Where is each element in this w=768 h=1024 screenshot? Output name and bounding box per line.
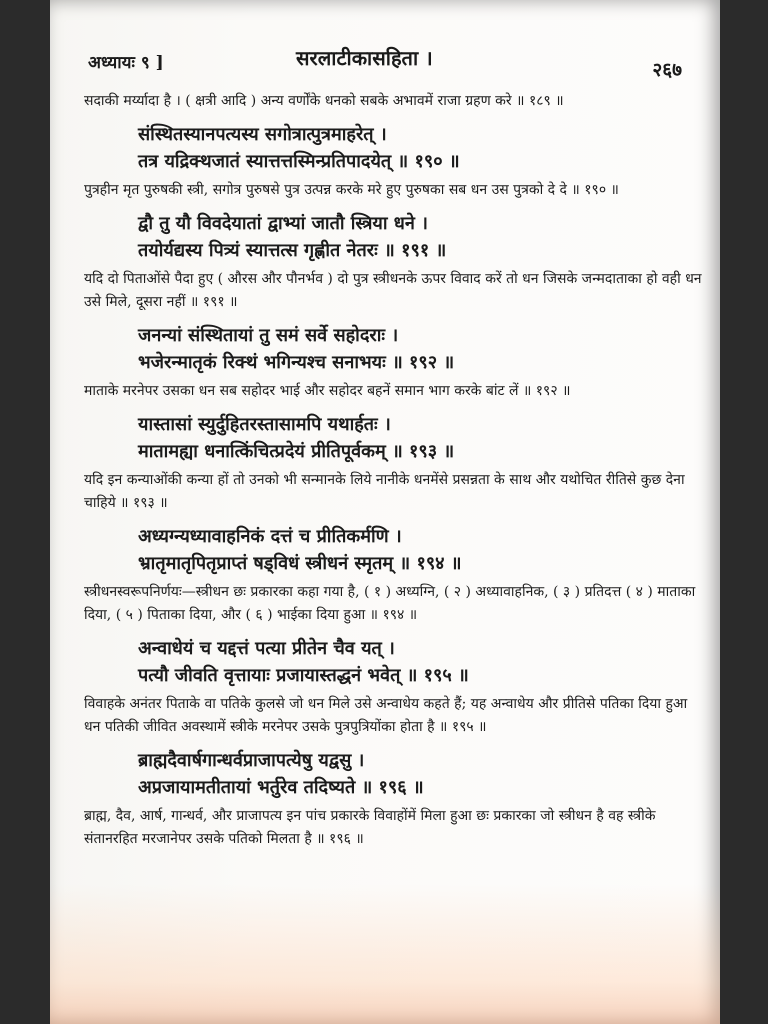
sanskrit-verse bbox=[138, 210, 704, 264]
commentary-paragraph: ब्राह्म, दैव, आर्ष, गान्धर्व, और प्राजापत्य इन पांच प्रकारके विवाहोंमें मिला हुआ छः प्रकारका जो स्त्रीधन है वह स्त्रीके संतानरहित मरजानेपर उसके पतिको मिलता है ॥ १९६ ॥ bbox=[84, 808, 656, 847]
verse-line: ब्राह्मदैवार्षगान्धर्वप्राजापत्येषु यद्वसु । bbox=[138, 750, 365, 771]
verse-line: द्वौ तु यौ विवदेयातां द्वाभ्यां जातौ स्त्रिया धने । bbox=[138, 213, 428, 234]
sanskrit-verse bbox=[138, 747, 704, 801]
page-body bbox=[84, 90, 704, 859]
verse-line: अप्रजायामतीतायां भर्तुरेव तदिष्यते ॥ १९६ ॥ bbox=[138, 777, 424, 798]
verse-line: भजेरन्मातृकं रिक्थं भगिन्यश्च सनाभयः ॥ १९२ ॥ bbox=[138, 352, 455, 373]
verse-line: यास्तासां स्युर्दुहितरस्तासामपि यथार्हतः । bbox=[138, 414, 391, 435]
book-page bbox=[50, 0, 720, 1024]
chapter-label: अध्यायः ९ ] bbox=[88, 53, 164, 73]
sanskrit-verse bbox=[138, 121, 704, 175]
sanskrit-verse bbox=[138, 411, 704, 465]
commentary-paragraph: विवाहके अनंतर पिताके वा पतिके कुलसे जो धन मिले उसे अन्वाधेय कहते हैं; यह अन्वाधेय और प्रीतिसे पतिका दिया हुआ धन पतिकी जीवित अवस्थामें स्त्रीके मरनेपर उसके पुत्रपुत्रियोंका होता है ॥ १९५ ॥ bbox=[84, 696, 688, 735]
sanskrit-verse bbox=[138, 322, 704, 376]
verse-line: पत्यौ जीवति वृत्तायाः प्रजायास्तद्धनं भवेत् ॥ १९५ ॥ bbox=[138, 665, 469, 686]
commentary-paragraph: यदि दो पिताओंसे पैदा हुए ( औरस और पौनर्भव ) दो पुत्र स्त्रीधनके ऊपर विवाद करें तो धन जिसके जन्मदाताका हो वही धन उसे मिले, दूसरा नहीं ॥ १९१ ॥ bbox=[84, 271, 702, 310]
verse-line: अध्यग्न्यध्यावाहनिकं दत्तं च प्रीतिकर्मणि । bbox=[138, 526, 402, 547]
commentary-paragraph: पुत्रहीन मृत पुरुषकी स्त्री, सगोत्र पुरुषसे पुत्र उत्पन्न करके मरे हुए पुरुषका सब धन उस पुत्रको दे दे ॥ १९० ॥ bbox=[84, 182, 619, 198]
commentary-paragraph: माताके मरनेपर उसका धन सब सहोदर भाई और सहोदर बहनें समान भाग करके बांट लें ॥ १९२ ॥ bbox=[84, 383, 571, 399]
page-number: २६७ bbox=[652, 59, 682, 81]
verse-line: तत्र यद्रिक्थजातं स्यात्तत्तस्मिन्प्रतिपादयेत् ॥ १९० ॥ bbox=[138, 151, 460, 172]
verse-line: तयोर्यद्यस्य पित्र्यं स्यात्तत्स गृह्णीत नेतरः ॥ १९१ ॥ bbox=[138, 240, 447, 261]
verse-line: अन्वाधेयं च यद्दत्तं पत्या प्रीतेन चैव यत् । bbox=[138, 638, 395, 659]
verse-line: भ्रातृमातृपितृप्राप्तं षड्विधं स्त्रीधनं स्मृतम् ॥ १९४ ॥ bbox=[138, 553, 462, 574]
sanskrit-verse bbox=[138, 635, 704, 689]
verse-line: मातामह्या धनात्किंचित्प्रदेयं प्रीतिपूर्वकम् ॥ १९३ ॥ bbox=[138, 441, 455, 462]
verse-line: संस्थितस्यानपत्यस्य सगोत्रात्पुत्रमाहरेत् । bbox=[138, 124, 387, 145]
page-header bbox=[76, 30, 706, 81]
commentary-paragraph: यदि इन कन्याओंकी कन्या हों तो उनको भी सन्मानके लिये नानीके धनमेंसे प्रसन्नता के साथ और यथोचित रीतिसे कुछ देना चाहिये ॥ १९३ ॥ bbox=[84, 472, 685, 511]
commentary-paragraph: सदाकी मर्य्यादा है । ( क्षत्री आदि ) अन्य वर्णोंके धनको सबके अभावमें राजा ग्रहण करे ॥ १८९ ॥ bbox=[84, 93, 564, 109]
sanskrit-verse bbox=[138, 523, 704, 577]
commentary-paragraph: स्त्रीधनस्वरूपनिर्णयः—स्त्रीधन छः प्रकारका कहा गया है, ( १ ) अध्यग्नि, ( २ ) अध्यावाहनिक, ( ३ ) प्रतिदत्त ( ४ ) माताका दिया, ( ५ ) पिताका दिया, और ( ६ ) भाईका दिया हुआ ॥ १९४ ॥ bbox=[84, 584, 696, 623]
verse-line: जनन्यां संस्थितायां तु समं सर्वे सहोदराः । bbox=[138, 325, 399, 346]
running-title: सरलाटीकासहिता । bbox=[296, 46, 433, 70]
